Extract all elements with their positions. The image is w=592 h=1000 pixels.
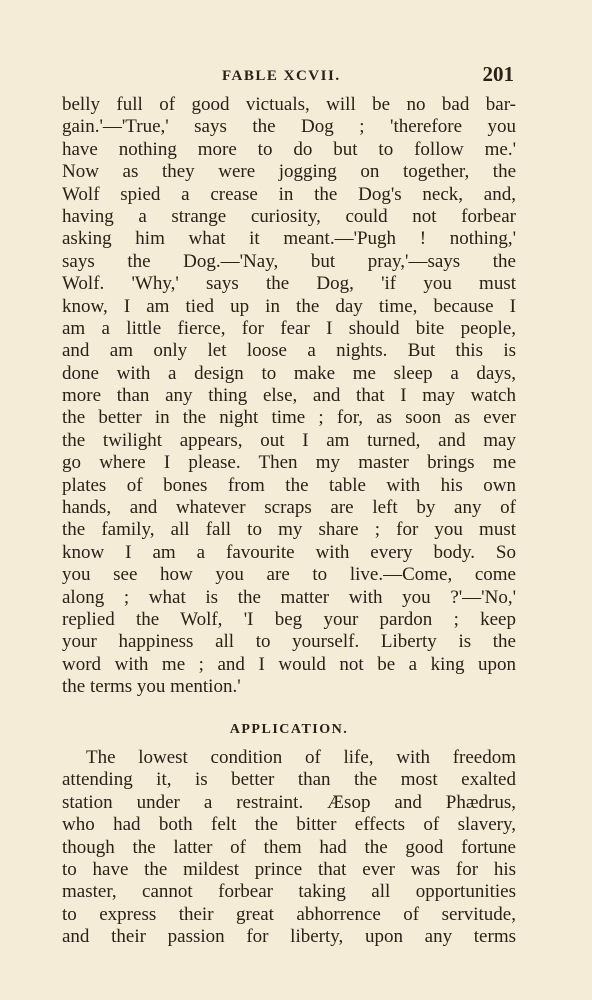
text-line: along ; what is the matter with you ?'—'No,' [62,586,516,608]
text-line: station under a restraint. Æsop and Phædrus, [62,791,516,813]
text-line: the family, all fall to my share ; for you must [62,519,516,541]
text-line: says the Dog.—'Nay, but pray,'—says the [62,250,516,272]
text-line: to have the mildest prince that ever was for his [62,858,516,880]
text-line: more than any thing else, and that I may watch [62,385,516,407]
text-line: know, I am tied up in the day time, because I [62,295,516,317]
text-line: master, cannot forbear taking all opportunities [62,881,516,903]
text-line: asking him what it meant.—'Pugh ! nothing,' [62,228,516,250]
text-line: have nothing more to do but to follow me.' [62,138,516,160]
text-line: done with a design to make me sleep a days, [62,362,516,384]
text-line: who had both felt the bitter effects of slavery, [62,814,516,836]
text-line: am a little fierce, for fear I should bite people, [62,317,516,339]
text-line: gain.'—'True,' says the Dog ; 'therefore you [62,116,516,138]
text-line: word with me ; and I would not be a king upon [62,653,516,675]
text-line: and their passion for liberty, upon any terms [62,926,516,948]
text-line: and am only let loose a nights. But this is [62,340,516,362]
fable-text [62,94,516,699]
text-line: the better in the night time ; for, as soon as ever [62,407,516,429]
text-line: replied the Wolf, 'I beg your pardon ; keep [62,608,516,630]
text-line: The lowest condition of life, with freedom [86,747,516,768]
text-line: Wolf spied a crease in the Dog's neck, and, [62,183,516,205]
application-heading: APPLICATION. [229,722,349,737]
text-line: having a strange curiosity, could not forbear [62,205,516,227]
text-line: you see how you are to live.—Come, come [62,564,516,586]
page-number: 201 [482,62,514,86]
text-line: Wolf. 'Why,' says the Dog, 'if you must [62,273,516,295]
text-line: the terms you mention.' [62,676,241,698]
text-line: though the latter of them had the good fortune [62,836,516,858]
text-line: go where I please. Then my master brings me [62,452,516,474]
text-line: hands, and whatever scraps are left by any of [62,497,516,519]
text-line: the twilight appears, out I am turned, and may [62,429,516,451]
text-line: your happiness all to yourself. Liberty is the [62,631,516,653]
text-line: know I am a favourite with every body. So [62,541,516,563]
text-line: belly full of good victuals, will be no bad bar- [62,94,516,115]
text-line: plates of bones from the table with his own [62,474,516,496]
page-header [62,60,514,94]
application-text [62,747,516,949]
text-line: to express their great abhorrence of servitude, [62,903,516,925]
running-title: FABLE XCVII. [222,68,341,84]
text-line: attending it, is better than the most exalted [62,769,516,791]
text-line: Now as they were jogging on together, the [62,161,516,183]
